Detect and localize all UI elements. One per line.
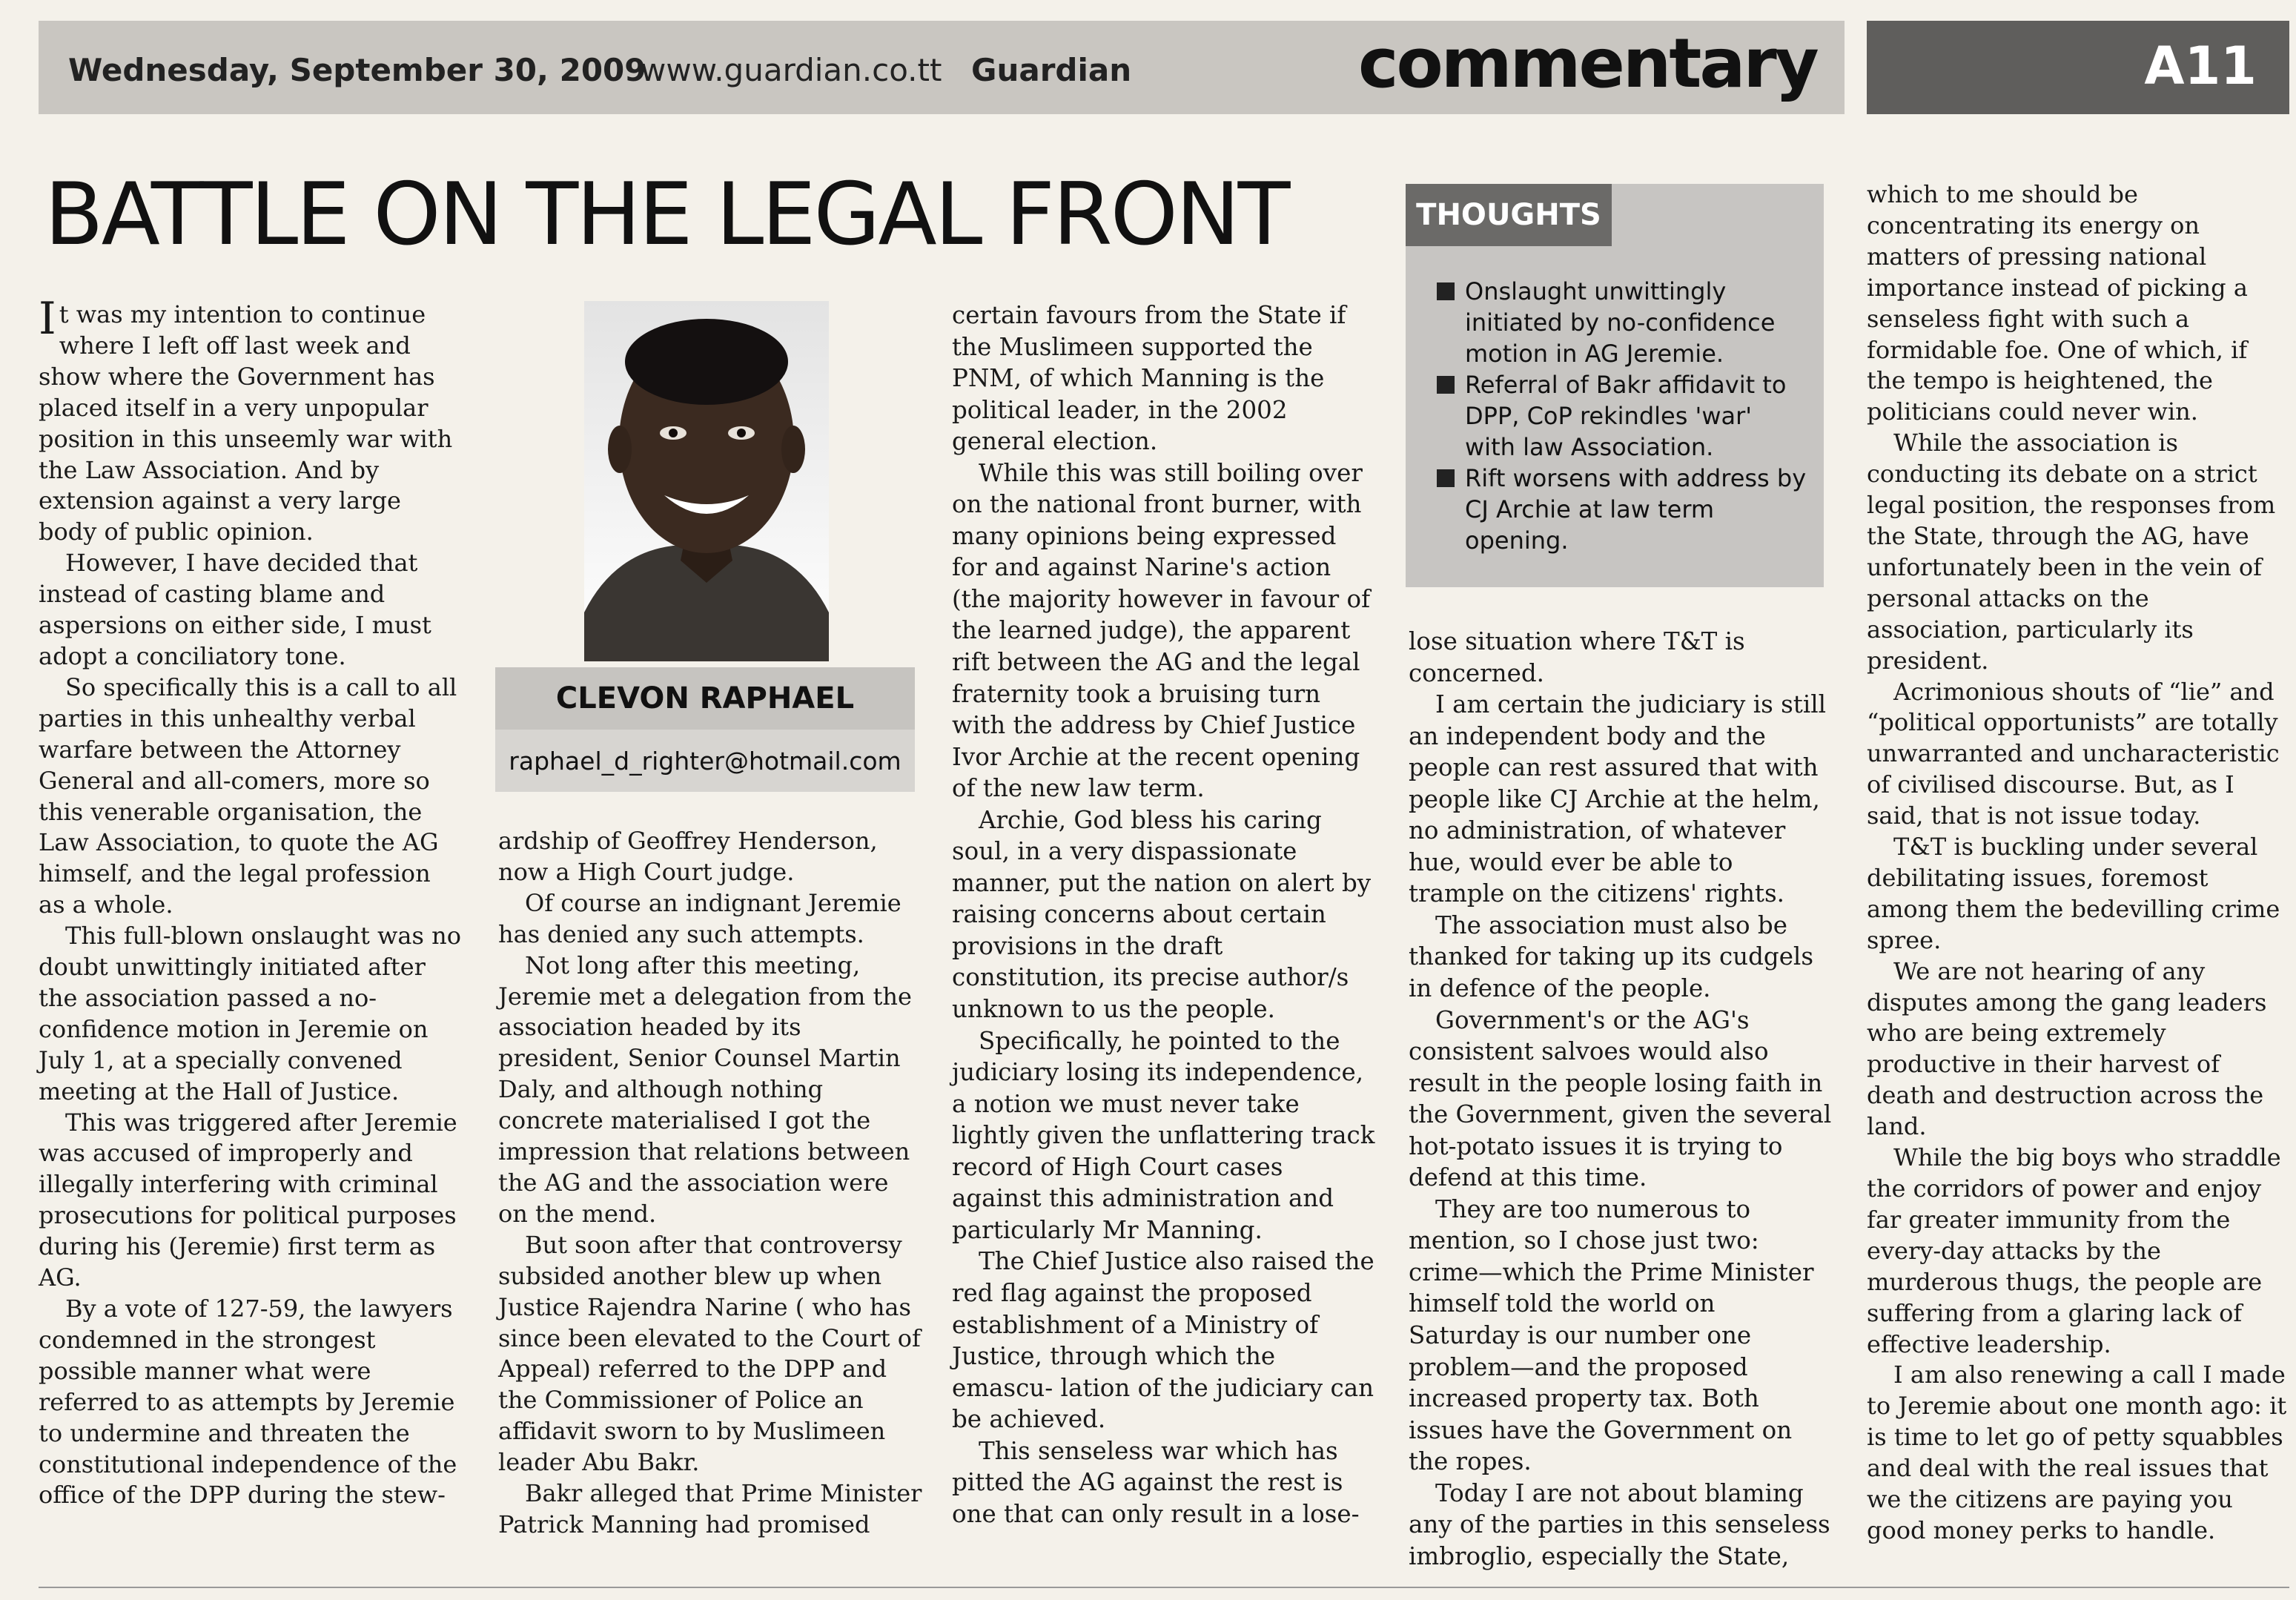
paragraph: Of course an indignant Jeremie has denied any such attempts. — [498, 888, 901, 948]
paragraph — [39, 293, 463, 548]
paragraph: T&T is buckling under several debilitating issues, foremost among them the bedevilling crime spree. — [1867, 833, 2280, 954]
issue-date: Wednesday, September 30, 2009 — [68, 52, 646, 88]
paragraph: Bakr alleged that Prime Minister Patrick Manning had promised — [498, 1479, 922, 1538]
column-2 — [498, 826, 922, 1541]
paragraph: While the big boys who straddle the corridors of power and enjoy far greater immunity from the every-day attacks by the murderous thugs, the people are suffering from a glaring lack of effective leadership. — [1867, 1143, 2281, 1358]
paragraph: I am also renewing a call I made to Jeremie about one month ago: it is time to let go of petty squabbles and deal with the real issues that we the citizens are paying you good money perks to handle. — [1867, 1361, 2287, 1544]
paragraph: Archie, God bless his caring soul, in a very dispassionate manner, put the nation on alert by raising concerns about certain provisions in the draft constitution, its precise author/s unknown to us the people. — [952, 805, 1372, 1024]
paragraph: Specifically, he pointed to the judiciary losing its independence, a notion we must never take lightly given the unflattering track record of High Court cases against this administration and particularly Mr Manning. — [952, 1026, 1375, 1244]
thoughts-tag: THOUGHTS — [1406, 184, 1612, 246]
column-1 — [39, 293, 463, 1511]
paragraph: Today I are not about blaming any of the parties in this senseless imbroglio, especially the State, — [1409, 1478, 1830, 1570]
bullet-square-icon — [1437, 376, 1455, 394]
column-5 — [1867, 179, 2291, 1547]
paragraph: This was triggered after Jeremie was accused of improperly and illegally interfering with criminal prosecutions for political purposes during his (Jeremie) first term as AG. — [39, 1108, 457, 1292]
thoughts-item-text: Onslaught unwittingly initiated by no-confidence motion in AG Jeremie. — [1465, 277, 1776, 368]
thoughts-item — [1437, 369, 1809, 463]
paragraph: Government's or the AG's consistent salvoes would also result in the people losing faith in the Government, given the several hot-potato issues it is trying to defend at this time. — [1409, 1005, 1832, 1192]
paragraph: certain favours from the State if the Muslimeen supported the PNM, of which Manning is the political leader, in the 2002 general election. — [952, 301, 1346, 456]
thoughts-item-text: Referral of Bakr affidavit to DPP, CoP rekindles 'war' with law Association. — [1465, 371, 1787, 461]
author-photo — [584, 301, 829, 661]
paragraph: I am certain the judiciary is still an independent body and the people can rest assured that with people like CJ Archie at the helm, no administration, of whatever hue, would ever be able to trample on the citizens' rights. — [1409, 690, 1827, 908]
page-number: A11 — [2144, 36, 2257, 96]
section-title: commentary — [1358, 24, 1817, 103]
author-name: CLEVON RAPHAEL — [495, 667, 915, 730]
author-email[interactable]: raphael_d_righter@hotmail.com — [495, 730, 915, 792]
drop-cap: I — [39, 293, 56, 345]
paragraph: Not long after this meeting, Jeremie met a delegation from the association headed by its president, Senior Counsel Martin Daly, and although nothing concrete materialised I got the impression that relations between the AG and the association were on the mend. — [498, 951, 912, 1228]
paragraph: ardship of Geoffrey Henderson, now a High Court judge. — [498, 827, 878, 886]
paper-name: Guardian — [971, 52, 1132, 88]
thoughts-item — [1437, 276, 1809, 369]
paragraph: So specifically this is a call to all parties in this unhealthy verbal warfare between the Attorney General and all-comers, more so this venerable organisation, the Law Association, to quote the AG himself, and the legal profession as a whole. — [39, 672, 457, 919]
paragraph: This full-blown onslaught was no doubt unwittingly initiated after the association passed a no-confidence motion in Jeremie on July 1, at a specially convened meeting at the Hall of Justice. — [39, 922, 461, 1105]
paragraph: However, I have decided that instead of casting blame and aspersions on either side, I must adopt a conciliatory tone. — [39, 549, 431, 670]
thoughts-item-text: Rift worsens with address by CJ Archie at law term opening. — [1465, 464, 1807, 555]
paragraph: By a vote of 127-59, the lawyers condemned in the strongest possible manner what were referred to as attempts by Jeremie to undermine and threaten the constitutional independence of the office of the DPP during the stew- — [39, 1295, 457, 1510]
paragraph: We are not hearing of any disputes among the gang leaders who are being extremely productive in their harvest of death and destruction across the land. — [1867, 956, 2267, 1141]
paragraph: But soon after that controversy subsided another blew up when Justice Rajendra Narine ( who has since been elevated to the Court of Appeal) referred to the DPP and the Commissioner of Police an affidavit sworn to by Muslimeen leader Abu Bakr. — [498, 1230, 921, 1477]
paragraph: The association must also be thanked for taking up its cudgels in defence of the people. — [1409, 910, 1813, 1003]
headline: BATTLE ON THE LEGAL FRONT — [44, 165, 1288, 265]
paragraph: The Chief Justice also raised the red flag against the proposed establishment of a Ministry of Justice, through which the emascu- lation of the judiciary can be achieved. — [952, 1247, 1374, 1434]
thoughts-box — [1406, 184, 1824, 587]
column-3 — [952, 300, 1376, 1530]
paragraph: lose situation where T&T is concerned. — [1409, 627, 1745, 687]
paragraph: While this was still boiling over on the national front burner, with many opinions being expressed for and against Narine's action (the majority however in favour of the learned judge), the apparent rift between the AG and the legal fraternity took a bruising turn with the address by Chief Justice Ivor Archie at the recent opening of the new law term. — [952, 458, 1371, 803]
thoughts-item — [1437, 463, 1809, 556]
paragraph: which to me should be concentrating its energy on matters of pressing national importance instead of picking a senseless fight with such a formidable foe. One of which, if the tempo is heightened, the politicians could never win. — [1867, 180, 2248, 426]
header-bar — [39, 21, 1845, 114]
bullet-square-icon — [1437, 469, 1455, 487]
paragraph: This senseless war which has pitted the AG against the rest is one that can only result in a lose- — [952, 1436, 1360, 1528]
paragraph: Acrimonious shouts of “lie” and “political opportunists” are totally unwarranted and uncharacteristic of civilised discourse. But, as I said, that is not issue today. — [1867, 677, 2280, 830]
paragraph-text: t was my intention to continue where I left off last week and show where the Government has placed itself in a very unpopular position in this unseemly war with the Law Association. And by extension against a very large body of public opinion. — [39, 300, 453, 546]
thoughts-list — [1437, 276, 1809, 556]
bottom-rule — [39, 1587, 2289, 1588]
paragraph: They are too numerous to mention, so I chose just two: crime—which the Prime Minister himself told the world on Saturday is our number one problem—and the proposed increased property tax. Both issues have the Government on the ropes. — [1409, 1194, 1814, 1476]
column-4 — [1409, 626, 1833, 1572]
bullet-square-icon — [1437, 282, 1455, 300]
byline — [495, 667, 915, 792]
site-url: www.guardian.co.tt — [641, 52, 942, 88]
portrait-icon — [584, 301, 829, 661]
page-number-box — [1867, 21, 2289, 114]
paragraph: While the association is conducting its debate on a strict legal position, the responses from the State, through the AG, have unfortunately been in the vein of personal attacks on the association, particularly its president. — [1867, 429, 2276, 675]
